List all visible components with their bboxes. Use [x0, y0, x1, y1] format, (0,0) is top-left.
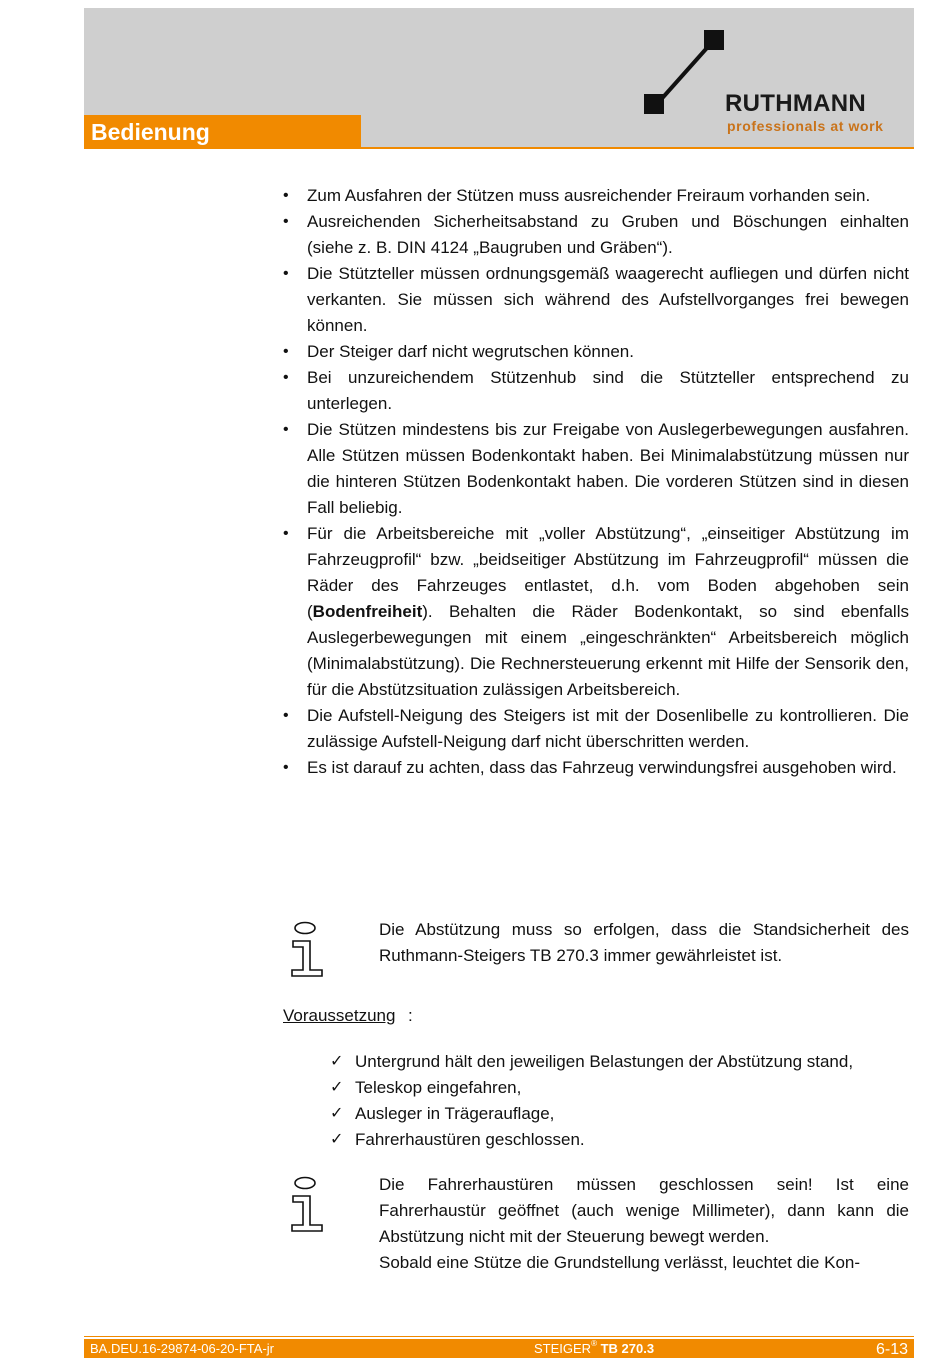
notice-text	[379, 1172, 909, 1276]
checkmark-icon: ✓	[330, 1053, 344, 1070]
footer-rule	[84, 1336, 914, 1337]
item-text: Ausleger in Trägerauflage,	[355, 1104, 555, 1123]
prerequisite-label: Voraussetzung	[283, 1006, 396, 1025]
checkmark-icon: ✓	[330, 1079, 344, 1096]
product-prefix: STEIGER	[534, 1341, 592, 1356]
bold-term: Bodenfreiheit	[312, 602, 423, 621]
notice-paragraph: Die Fahrerhaustüren müssen geschlossen sein! Ist eine Fahrerhaustür geöffnet (auch wenige Millimeter), dann kann die Abstützung nicht mit der Steuerung bewegt werden.	[379, 1175, 909, 1246]
notice-paragraph: Sobald eine Stütze die Grundstellung verlässt, leuchtet die Kon-	[379, 1253, 861, 1272]
text-run: Für die Arbeitsbereiche mit „voller Abstützung“, „einseitiger Abstützung im Fahrzeugprofil“ bzw. „beidseitiger Abstützung im Fahrzeugprofil“ müssen die Räder des Fahrzeuges entlastet, d.h. vom Boden abgehoben sein (	[307, 524, 909, 621]
list-item: • Ausreichenden Sicherheitsabstand zu Gruben und Böschungen einhalten (siehe z. B. DIN 4124 „Baugruben und Gräben“).	[283, 209, 909, 261]
checkmark-icon: ✓	[330, 1105, 344, 1122]
prerequisite-colon: :	[408, 1006, 413, 1025]
product-model: TB 270.3	[600, 1341, 655, 1356]
list-item	[330, 1049, 853, 1075]
list-item	[330, 1101, 853, 1127]
list-item	[283, 521, 909, 703]
notice-text: Die Abstützung muss so erfolgen, dass die Standsicherheit des Ruthmann-Steigers TB 270.3 immer gewährleistet ist.	[379, 920, 909, 965]
list-item: • Es ist darauf zu achten, dass das Fahrzeug verwindungsfrei ausgehoben wird.	[283, 755, 909, 781]
info-notice	[283, 917, 909, 969]
item-text: Teleskop eingefahren,	[355, 1078, 522, 1097]
header-rule	[361, 147, 914, 149]
page-number: 6-13	[875, 1341, 908, 1358]
list-item: • Zum Ausfahren der Stützen muss ausreichender Freiraum vorhanden sein.	[283, 183, 909, 209]
list-item: • Der Steiger darf nicht wegrutschen können.	[283, 339, 909, 365]
instruction-list-container	[283, 183, 909, 781]
list-item	[330, 1127, 853, 1153]
product-name	[534, 1339, 654, 1358]
list-item: • Die Stützteller müssen ordnungsgemäß waagerecht aufliegen und dürfen nicht verkanten. Sie müssen sich während des Aufstellvorganges frei bewegen können.	[283, 261, 909, 339]
text-run: ). Behalten die Räder Bodenkontakt, so sind ebenfalls Auslegerbewegungen mit einem „eingeschränkten“ Arbeitsbereich möglich (Minimalabstützung). Die Rechnersteuerung erkennt mit Hilfe der Sensorik den, für die Abstützsituation zulässigen Arbeitsbereich.	[307, 602, 909, 699]
section-title: Bedienung	[84, 115, 361, 149]
logo-name: RUTHMANN	[725, 90, 867, 117]
logo-tagline: professionals at work	[727, 118, 884, 134]
item-text: Untergrund hält den jeweiligen Belastungen der Abstützung stand,	[355, 1052, 854, 1071]
list-item: • Die Stützen mindestens bis zur Freigabe von Auslegerbewegungen ausfahren. Alle Stützen müssen Bodenkontakt haben. Bei Minimalabstützung müssen nur die hinteren Stützen Bodenkontakt haben. Die vorderen Stützen sind in diesen Fall beliebig.	[283, 417, 909, 521]
ruthmann-logo-mark	[642, 26, 732, 120]
prerequisite-list	[330, 1049, 853, 1153]
list-item: • Bei unzureichendem Stützenhub sind die Stützteller entsprechend zu unterlegen.	[283, 365, 909, 417]
info-notice	[283, 1172, 909, 1276]
page-header	[84, 8, 914, 149]
document-id: BA.DEU.16-29874-06-20-FTA-jr	[90, 1341, 274, 1356]
instruction-list	[283, 183, 909, 781]
page-footer	[84, 1339, 914, 1358]
registered-mark: ®	[591, 1339, 597, 1348]
checkmark-icon: ✓	[330, 1131, 344, 1148]
item-text: Fahrerhaustüren geschlossen.	[355, 1130, 585, 1149]
list-item	[330, 1075, 853, 1101]
list-item: • Die Aufstell-Neigung des Steigers ist mit der Dosenlibelle zu kontrollieren. Die zulässige Aufstell-Neigung darf nicht überschritten werden.	[283, 703, 909, 755]
info-icon	[288, 921, 326, 979]
info-icon	[288, 1176, 326, 1234]
